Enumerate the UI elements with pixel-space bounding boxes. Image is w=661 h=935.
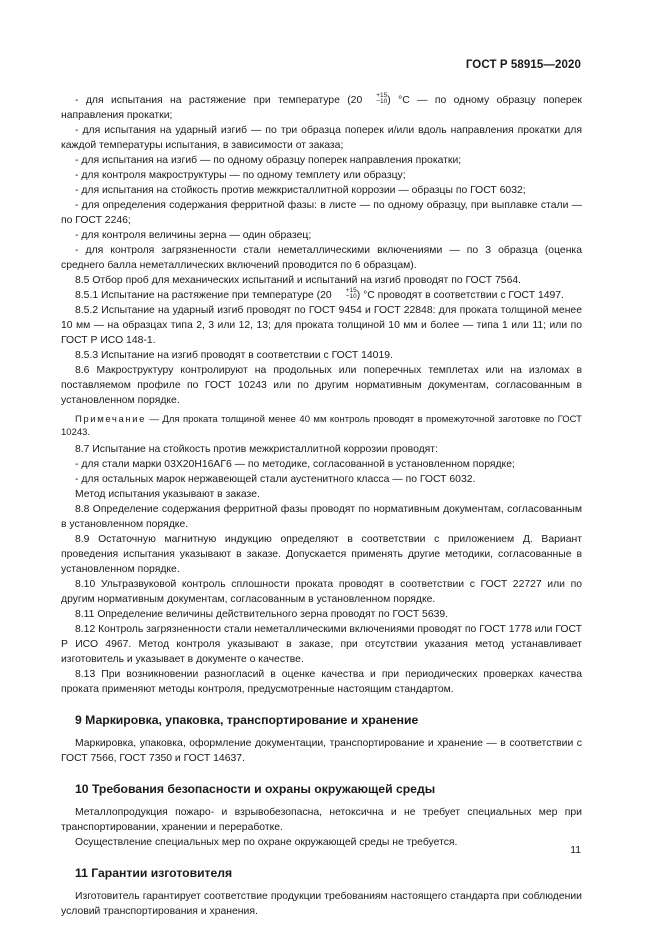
note: Примечание — Для проката толщиной менее 40 мм контроль проводят в промежуточной заготовке по ГОСТ 10243. <box>61 414 582 438</box>
paragraph: 8.7 Испытание на стойкость против межкристаллитной коррозии проводят: <box>75 444 438 455</box>
note-label: Примечание <box>75 414 146 425</box>
paragraph: Осуществление специальных мер по охране окружающей среды не требуется. <box>75 837 458 848</box>
paragraph: - для контроля загрязненности стали неметаллическими включениями — по 3 образца (оценка среднего балла неметаллических включений проводится по 6 образцам). <box>61 245 582 271</box>
paragraph-tensile-samples: - для испытания на растяжение при температуре (20 +15 −10 ) °С — по одному образцу поперек направления прокатки; <box>61 91 582 121</box>
paragraph: - для испытания на изгиб — по одному образцу поперек направления прокатки; <box>75 155 462 166</box>
paragraph: 8.6 Макроструктуру контролируют на продольных или поперечных темплетах или на изломах в поставляемом профиле по ГОСТ 10243 или по другим нормативным документам, согласованным в установленном порядке. <box>61 365 582 406</box>
paragraph-8-5-1: 8.5.1 Испытание на растяжение при температуре (20 +15 −10 ) °С проводят в соответствии с ГОСТ 1497. <box>75 286 564 301</box>
paragraph: - для испытания на ударный изгиб — по три образца поперек и/или вдоль направления прокатки для каждой температуры испытания, в зависимости от заказа; <box>61 125 582 151</box>
paragraph: - для определения содержания ферритной фазы: в листе — по одному образцу, при выплавке стали — по ГОСТ 2246; <box>61 200 582 226</box>
paragraph: - для контроля макроструктуры — по одному темплету или образцу; <box>75 170 406 181</box>
temperature-tolerance: +15 −10 <box>345 286 357 301</box>
paragraph: - для стали марки 03Х20Н16АГ6 — по методике, согласованной в установленном порядке; <box>75 459 515 470</box>
section-heading-9: 9 Маркировка, упаковка, транспортирование и хранение <box>75 713 419 727</box>
paragraph: 8.5.2 Испытание на ударный изгиб проводят по ГОСТ 9454 и ГОСТ 22848: для проката толщиной менее 10 мм — на образцах типа 2, 3 или 12, 13; для проката толщиной 10 мм и более — типа 1 или 11; или по ГОСТ Р ИСО 148-1. <box>61 305 582 346</box>
paragraph: 8.5 Отбор проб для механических испытаний и испытаний на изгиб проводят по ГОСТ 7564. <box>75 275 522 286</box>
page-number: 11 <box>570 845 581 856</box>
section-heading-10: 10 Требования безопасности и охраны окружающей среды <box>75 782 436 796</box>
document-body <box>61 93 582 919</box>
paragraph: 8.11 Определение величины действительного зерна проводят по ГОСТ 5639. <box>75 609 449 620</box>
paragraph: 8.12 Контроль загрязненности стали неметаллическими включениями проводят по ГОСТ 1778 или ГОСТ Р ИСО 4967. Метод контроля указывают в заказе, при отсутствии указания метод устанавливает изготовитель и указывает в документе о качестве. <box>61 624 582 665</box>
paragraph: 8.8 Определение содержания ферритной фазы проводят по нормативным документам, согласованным в установленном порядке. <box>61 504 582 530</box>
paragraph: 8.9 Остаточную магнитную индукцию определяют в соответствии с приложением Д. Вариант проведения испытания указывают в заказе. Допускается применять другие методики, согласованные в установленном порядке. <box>61 534 582 575</box>
document-header: ГОСТ Р 58915—2020 <box>465 59 581 71</box>
paragraph: - для испытания на стойкость против межкристаллитной коррозии — образцы по ГОСТ 6032; <box>75 185 526 196</box>
paragraph: 8.10 Ультразвуковой контроль сплошности проката проводят в соответствии с ГОСТ 22727 или по другим нормативным документам, согласованным в установленном порядке. <box>61 579 582 605</box>
section-heading-11: 11 Гарантии изготовителя <box>75 866 233 880</box>
paragraph: 8.13 При возникновении разногласий в оценке качества и при периодических проверках качества проката применяют методы контроля, предусмотренные настоящим стандартом. <box>61 669 582 695</box>
temperature-tolerance: +15 −10 <box>376 91 388 106</box>
paragraph: Металлопродукция пожаро- и взрывобезопасна, нетоксична и не требует специальных мер при транспортировании, хранении и переработке. <box>61 807 582 833</box>
paragraph: - для контроля величины зерна — один образец; <box>75 230 312 241</box>
paragraph: 8.5.3 Испытание на изгиб проводят в соответствии с ГОСТ 14019. <box>75 350 393 361</box>
paragraph: - для остальных марок нержавеющей стали аустенитного класса — по ГОСТ 6032. <box>75 474 476 485</box>
paragraph: Маркировка, упаковка, оформление документации, транспортирование и хранение — в соответствии с ГОСТ 7566, ГОСТ 7350 и ГОСТ 14637. <box>61 738 582 764</box>
paragraph: Изготовитель гарантирует соответствие продукции требованиям настоящего стандарта при соблюдении условий транспортирования и хранения. <box>61 891 582 917</box>
paragraph: Метод испытания указывают в заказе. <box>75 489 260 500</box>
